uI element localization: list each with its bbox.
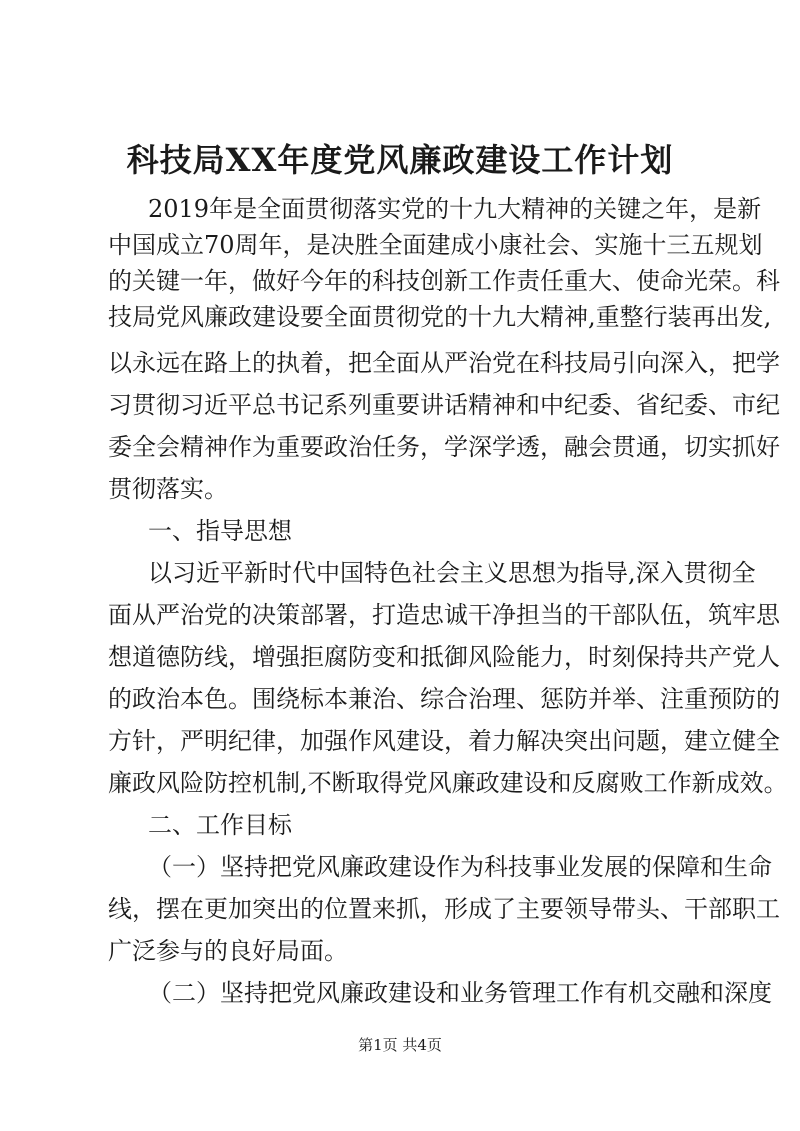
section-heading: 二、工作目标 [148, 811, 292, 839]
paragraph-line: 2019年是全面贯彻落实党的十九大精神的关键之年，是新 [148, 195, 762, 223]
paragraph-line: 方针，严明纪律，加强作风建设，着力解决突出问题，建立健全 [108, 727, 780, 755]
page-footer: 第1页 共4页 [358, 1036, 442, 1054]
paragraph-line: 广泛参与的良好局面。 [108, 937, 348, 965]
paragraph-line: 线，摆在更加突出的位置来抓，形成了主要领导带头、干部职工 [108, 895, 780, 923]
paragraph-line: 廉政风险防控机制,不断取得党风廉政建设和反腐败工作新成效。 [108, 769, 788, 797]
paragraph-line: （一）坚持把党风廉政建设作为科技事业发展的保障和生命 [148, 853, 772, 881]
paragraph-line: 想道德防线，增强拒腐防变和抵御风险能力，时刻保持共产党人 [108, 643, 780, 671]
paragraph-line: 以永远在路上的执着，把全面从严治党在科技局引向深入，把学 [108, 349, 780, 377]
section-heading: 一、指导思想 [148, 517, 292, 545]
paragraph-line: 贯彻落实。 [108, 475, 228, 503]
paragraph-line: 习贯彻习近平总书记系列重要讲话精神和中纪委、省纪委、市纪 [108, 391, 780, 419]
document-title: 科技局XX年度党风廉政建设工作计划 [126, 141, 674, 179]
paragraph-line: 面从严治党的决策部署，打造忠诚干净担当的干部队伍，筑牢思 [108, 601, 780, 629]
paragraph-line: 中国成立70周年，是决胜全面建成小康社会、实施十三五规划 [108, 231, 763, 259]
paragraph-line: 技局党风廉政建设要全面贯彻党的十九大精神,重整行装再出发, [108, 303, 772, 331]
paragraph-line: 以习近平新时代中国特色社会主义思想为指导,深入贯彻全 [148, 559, 756, 587]
paragraph-line: 的关键一年，做好今年的科技创新工作责任重大、使命光荣。科 [108, 267, 780, 295]
paragraph-line: 委全会精神作为重要政治任务，学深学透，融会贯通，切实抓好 [108, 433, 780, 461]
paragraph-line: （二）坚持把党风廉政建设和业务管理工作有机交融和深度 [148, 979, 772, 1007]
paragraph-line: 的政治本色。围绕标本兼治、综合治理、惩防并举、注重预防的 [108, 685, 780, 713]
